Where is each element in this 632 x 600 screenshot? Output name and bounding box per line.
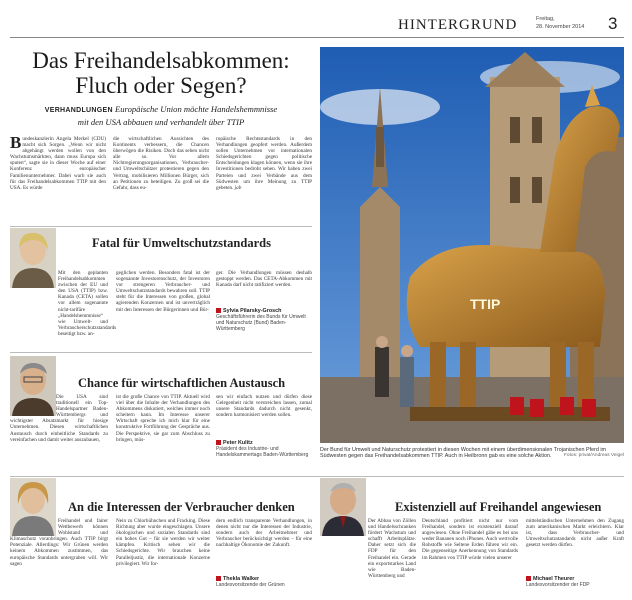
- red-square-icon: [216, 576, 221, 581]
- section-4-column-3: [526, 518, 624, 574]
- section-1-byline: [216, 308, 312, 332]
- divider: [10, 352, 312, 353]
- section-1-author: Sylvia Pilarsky-Grosch: [223, 308, 282, 314]
- headline-line2: Fluch oder Segen?: [75, 73, 247, 98]
- section-4-byline: [526, 576, 624, 588]
- section-1-column-1: [58, 270, 117, 350]
- portrait-pilarsky-grosch: [10, 228, 56, 288]
- section-2-text-3: sen wir einfach nutzen und dürfen diese Gelegenheit nicht verstreichen lassen, zumal unsere Standards dadurch nicht gesenkt, sondern harmonisiert werden sollen.: [216, 394, 312, 419]
- intro-text-3: ropäische Rechtsstandards in den Verhandlungen geopfert werden. Außerdem sollen Unternehmen vor internationalen Schiedsgerichten gegen politische Entscheidungen klagen können, wenn sie ihre Investitionen bedroht sehen. Wir haben zwei Parteien und zwei Verbände aus dem Südwesten um ihre Meinung zu TTIP gebeten.: [216, 136, 312, 191]
- section-1-text-2: geglichen werden. Besonders fatal ist der sogenannte Investorenschutz, der Investoren vor strengeren Verbraucher- und Umweltschutzstandards bewahren soll. TTIP steht für die Interessen von großen, global agierenden Konzernen und ist unverträglich mit den Interessen der Bürgerinnen und Bür-: [116, 270, 210, 313]
- person-photo-icon: [320, 478, 366, 536]
- photo-credit: Fotos: privat/Andreas Veigel: [564, 453, 624, 459]
- photo-caption: [320, 447, 624, 460]
- red-square-icon: [526, 576, 531, 581]
- header-rule: [10, 37, 624, 38]
- intro-author: jab: [234, 184, 242, 191]
- section-1-column-3: [216, 270, 312, 302]
- section-3-byline: [216, 576, 312, 588]
- section-3-column-2: [116, 518, 210, 598]
- section-2-text-2: ist die große Chance von TTIP. Aktuell wird viel über die Inhalte der Verhandlungen des Abkommens diskutiert, welches immer noch scheitern kann. Im Interesse unserer Wirtschaft spreche ich mich klar für eine konstruktive Fortführung der Gespräche aus. Die Perspektive, sie gar zum Abschluss zu bringen, müs-: [116, 394, 210, 443]
- portrait-theurer: [320, 478, 366, 536]
- section-2-column-2: [116, 394, 210, 478]
- section-4-text-1: Der Abbau von Zöllen und Handelsschranken fördert Wachstum und schafft Arbeitsplätze. Daher setzt sich die FDP für den Freihandel ein. Gerade ein exportstarkes Land wie Baden-Württemberg und: [368, 518, 416, 579]
- section-title: HINTERGRUND: [398, 17, 518, 33]
- photo-sign-text: TTIP: [470, 296, 501, 312]
- dropcap: B: [10, 133, 22, 152]
- section-2-column-3: [216, 394, 312, 434]
- red-square-icon: [216, 440, 221, 445]
- headline-line1: Das Freihandelsabkommen:: [32, 48, 290, 73]
- subheadline-line2: mit den USA abbauen und verhandelt über TTIP: [77, 116, 245, 127]
- intro-column-2: [113, 136, 209, 226]
- section-3-column-1: [10, 518, 108, 598]
- intro-column-1: [10, 133, 106, 226]
- section-2-role: Präsident des Industrie- und Handelskammertags Baden-Württemberg: [216, 446, 309, 458]
- section-3-column-3: [216, 518, 312, 574]
- page-number: 3: [608, 14, 618, 33]
- intro-column-3: [216, 136, 312, 226]
- section-2-byline: [216, 440, 312, 458]
- subheadline: [10, 104, 312, 127]
- photo-caption-text: Der Bund für Umwelt und Naturschutz protestiert in diesen Wochen mit einem überdimensionalen Trojanischen Pferd im Südwesten gegen das Freihandelsabkommen TTIP. Auch in Heilbronn gab es eine solche Aktion.: [320, 447, 607, 460]
- section-1-text-3: ger. Die Verhandlungen müssen deshalb gestoppt werden. Das CETA-Abkommen mit Kanada darf nicht ratifiziert werden.: [216, 270, 312, 289]
- section-4-author: Michael Theurer: [533, 576, 575, 582]
- page-header: [0, 0, 632, 40]
- section-3-title: An die Interessen der Verbraucher denken: [68, 500, 295, 514]
- intro-text-1: undeskanzlerin Angela Merkel (CDU) macht sich Sorgen. „Wenn wir nicht abgehängt werden wollen von den Wachstumsmärkten, dann muss Europa sich sputen“, sagte sie in dieser Woche auf einer Konferenz europäischer Familienunternehmer. Dabei warb sie auch für das Freihandelsabkommen TTIP mit den USA. Es würde: [10, 136, 106, 191]
- section-2-title: Chance für wirtschaftlichen Austausch: [78, 376, 286, 390]
- header-day: Freitag,: [536, 16, 555, 22]
- section-4-column-2: [422, 518, 518, 598]
- section-1-text-1: Mit den geplanten Freihandelsabkommen zwischen der EU und den USA (TTIP) bzw. Kanada (CETA) sollen vor allem sogenannte nicht-tarifäre „Handelshemmnisse“ wie Umwelt- und Verbraucherschutzstandards beseitigt bzw. an-: [58, 270, 117, 337]
- section-4-role: Landesvorsitzender der FDP: [526, 582, 590, 588]
- section-3-text-3: dern endlich transparente Verhandlungen, in denen nicht nur die Interessen der Industrie, sondern auch der Arbeitnehmer und Verbraucher berücksichtigt werden – für eine nachhaltige Ökonomie der Zukunft.: [216, 518, 312, 549]
- subheadline-line1: Europäische Union möchte Handelshemmnisse: [115, 104, 278, 114]
- section-3-text-2: Nein zu Chlorhühnchen und Fracking. Diese Richtung aber wurde eingeschlagen. Unsere ökologischen und sozialen Standards sind ein hohes Gut – für sie werden wir weiter kämpfen. Kritisch sehen wir die Schiedsgerichte. Wir brauchen keine Paralleljustiz, die internationale Konzerne privilegiert. Wir for-: [116, 518, 210, 567]
- section-1-column-2: [116, 270, 210, 350]
- divider: [10, 476, 624, 477]
- trojan-horse-photo: [320, 47, 624, 443]
- section-4-title: Existenziell auf Freihandel angewiesen: [395, 500, 602, 514]
- section-2-text-1: Die USA sind traditionell ein Top-Handelspartner Baden-Württembergs und wichtigster Absatzmarkt für hiesige Unternehmen. Diesen wirtschaftlichen Austausch durch einheitliche Standards zu vereinfachen und damit weiter auszubauen,: [10, 394, 108, 443]
- section-4-text-2: Deutschland profitiert nicht nur vom Freihandel, sondern ist existenziell darauf angewiesen. Ohne Freihandel gäbe es bei uns weder Bananen noch iPhones. Auch wertvolle Rohstoffe wie Seltene Erden führen wir ein. Die gegenseitige Anerkennung von Standards im Rahmen von TTIP würde vielen unserer: [422, 518, 518, 561]
- section-4-column-1: [368, 518, 416, 598]
- kicker: VERHANDLUNGEN: [44, 107, 113, 114]
- section-3-text-1: Freihandel und fairer Wettbewerb können Wohlstand und Klimaschutz voranbringen. Auch TTIP birgt Potenziale. Allerdings: Wir Grünen werden keinem Abkommen zustimmen, das europäische Standards untergraben will. Wir sagen: [10, 518, 108, 567]
- section-3-role: Landesvorsitzende der Grünen: [216, 582, 285, 588]
- header-date: 28. November 2014: [536, 24, 585, 30]
- photo: [320, 47, 624, 443]
- person-photo-icon: [10, 228, 56, 288]
- red-square-icon: [216, 308, 221, 313]
- divider: [10, 226, 312, 227]
- section-1-role: Geschäftsführerin des Bunds für Umwelt und Naturschutz (Bund) Baden-Württemberg: [216, 314, 306, 332]
- section-3-author: Thekla Walker: [223, 576, 260, 582]
- section-1-title: Fatal für Umweltschutzstandards: [92, 236, 271, 250]
- section-4-text-3: mittelständischen Unternehmen den Zugang zum amerikanischen Markt erleichtern. Klar ist, dass Verbraucher- und Umweltschutzstandards nicht außer Kraft gesetzt werden dürfen.: [526, 518, 624, 549]
- section-2-column-1: [10, 394, 108, 478]
- intro-text-2: die wirtschaftlichen Aussichten des Kontinents verbessern, die Chancen überwögen die Risiken. Doch das sehen nicht alle so. Vor allem Nichtregierungsorganisationen, Verbraucher- und Umweltschützer protestieren gegen den Vertrag, mobilisieren Millionen Bürger, sich an Petitionen zu beteiligen. Zu groß sei die Gefahr, dass eu-: [113, 136, 209, 191]
- section-2-author: Peter Kulitz: [223, 440, 253, 446]
